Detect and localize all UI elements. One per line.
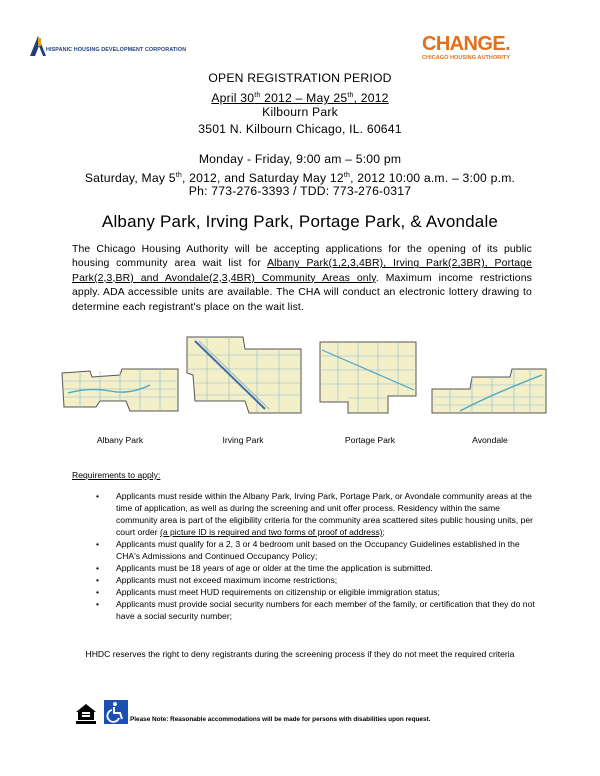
phone-line: Ph: 773-276-3393 / TDD: 773-276-0317: [188, 184, 412, 198]
community-areas-heading: Albany Park, Irving Park, Portage Park, & Avondale: [101, 212, 499, 231]
requirements-list: [96, 490, 542, 622]
map-label-portage-park: Portage Park: [344, 435, 396, 445]
requirement-item: • Applicants must qualify for a 2, 3 or 4 bedroom unit based on the Occupancy Guidelines established in the CHA's Admissions and Continued Occupancy Policy;: [96, 539, 520, 561]
accommodations-note: Please Note: Reasonable accommodations will be made for persons with disabilities upon request.: [130, 716, 431, 723]
hhdc-logo-icon: [26, 34, 176, 58]
requirement-item: • Applicants must reside within the Albany Park, Irving Park, Portage Park, or Avondale community areas at the time of application, as well as during the screening and unit offer process. Residency within the same community area is part of the eligibility criteria for the community area scattered sites public housing units, per court order (a picture ID is required and two forms of proof of address);: [96, 491, 533, 537]
event-dates: April 30th 2012 – May 25th, 2012: [211, 91, 389, 106]
map-label-albany-park: Albany Park: [96, 435, 144, 445]
event-location: Kilbourn Park: [262, 105, 338, 119]
community-areas-link-text: Albany Park(1,2,3,4BR), Irving Park(2,3BR), Portage Park(2,3,BR) and Avondale(2,3,4BR) Community Areas only: [72, 258, 533, 284]
equal-housing-opportunity-icon: [75, 703, 97, 725]
cha-logo-name: CHANGE.: [422, 33, 511, 55]
intro-paragraph: The Chicago Housing Authority will be accepting applications for the opening of its public housing community area wait list for Albany Park(1,2,3,4BR), Irving Park(2,3BR), Portage Park(2,3,BR) and Avondale(2,3,4BR) Community Areas only. Maximum income restrictions apply. ADA accessible units are available. The CHA will conduct an electronic lottery drawing to determine each registrant's place on the wait list.: [72, 244, 533, 313]
closing-statement: HHDC reserves the right to deny registrants during the screening process if they do not meet the required criteria: [85, 649, 515, 659]
map-label-avondale: Avondale: [472, 435, 508, 445]
hhdc-name: HISPANIC HOUSING DEVELOPMENT CORPORATION: [46, 47, 187, 53]
avondale-map-icon: [430, 367, 548, 415]
cha-logo-subtitle: CHICAGO HOUSING AUTHORITY: [422, 55, 511, 61]
portage-park-map-icon: [318, 340, 418, 415]
event-address: 3501 N. Kilbourn Chicago, IL. 60641: [198, 122, 402, 136]
irving-park-map-icon: [185, 335, 303, 415]
requirement-item: • Applicants must not exceed maximum income restrictions;: [96, 575, 338, 585]
wheelchair-accessibility-icon: [104, 700, 128, 724]
requirement-item: • Applicants must be 18 years of age or older at the time the application is submitted.: [96, 563, 433, 573]
hours-weekday: Monday - Friday, 9:00 am – 5:00 pm: [198, 152, 402, 166]
albany-park-map-icon: [60, 367, 180, 415]
map-label-irving-park: Irving Park: [222, 435, 264, 445]
event-title: OPEN REGISTRATION PERIOD: [208, 71, 392, 85]
hours-saturday: Saturday, May 5th, 2012, and Saturday May 12th, 2012 10:00 a.m. – 3:00 p.m.: [84, 171, 516, 186]
requirement-item: • Applicants must provide social security numbers for each member of the family, or certification that they do not have a social security number;: [96, 599, 535, 621]
requirement-item: • Applicants must meet HUD requirements on citizenship or eligible immigration status;: [96, 587, 440, 597]
requirements-heading: Requirements to apply:: [72, 470, 161, 480]
